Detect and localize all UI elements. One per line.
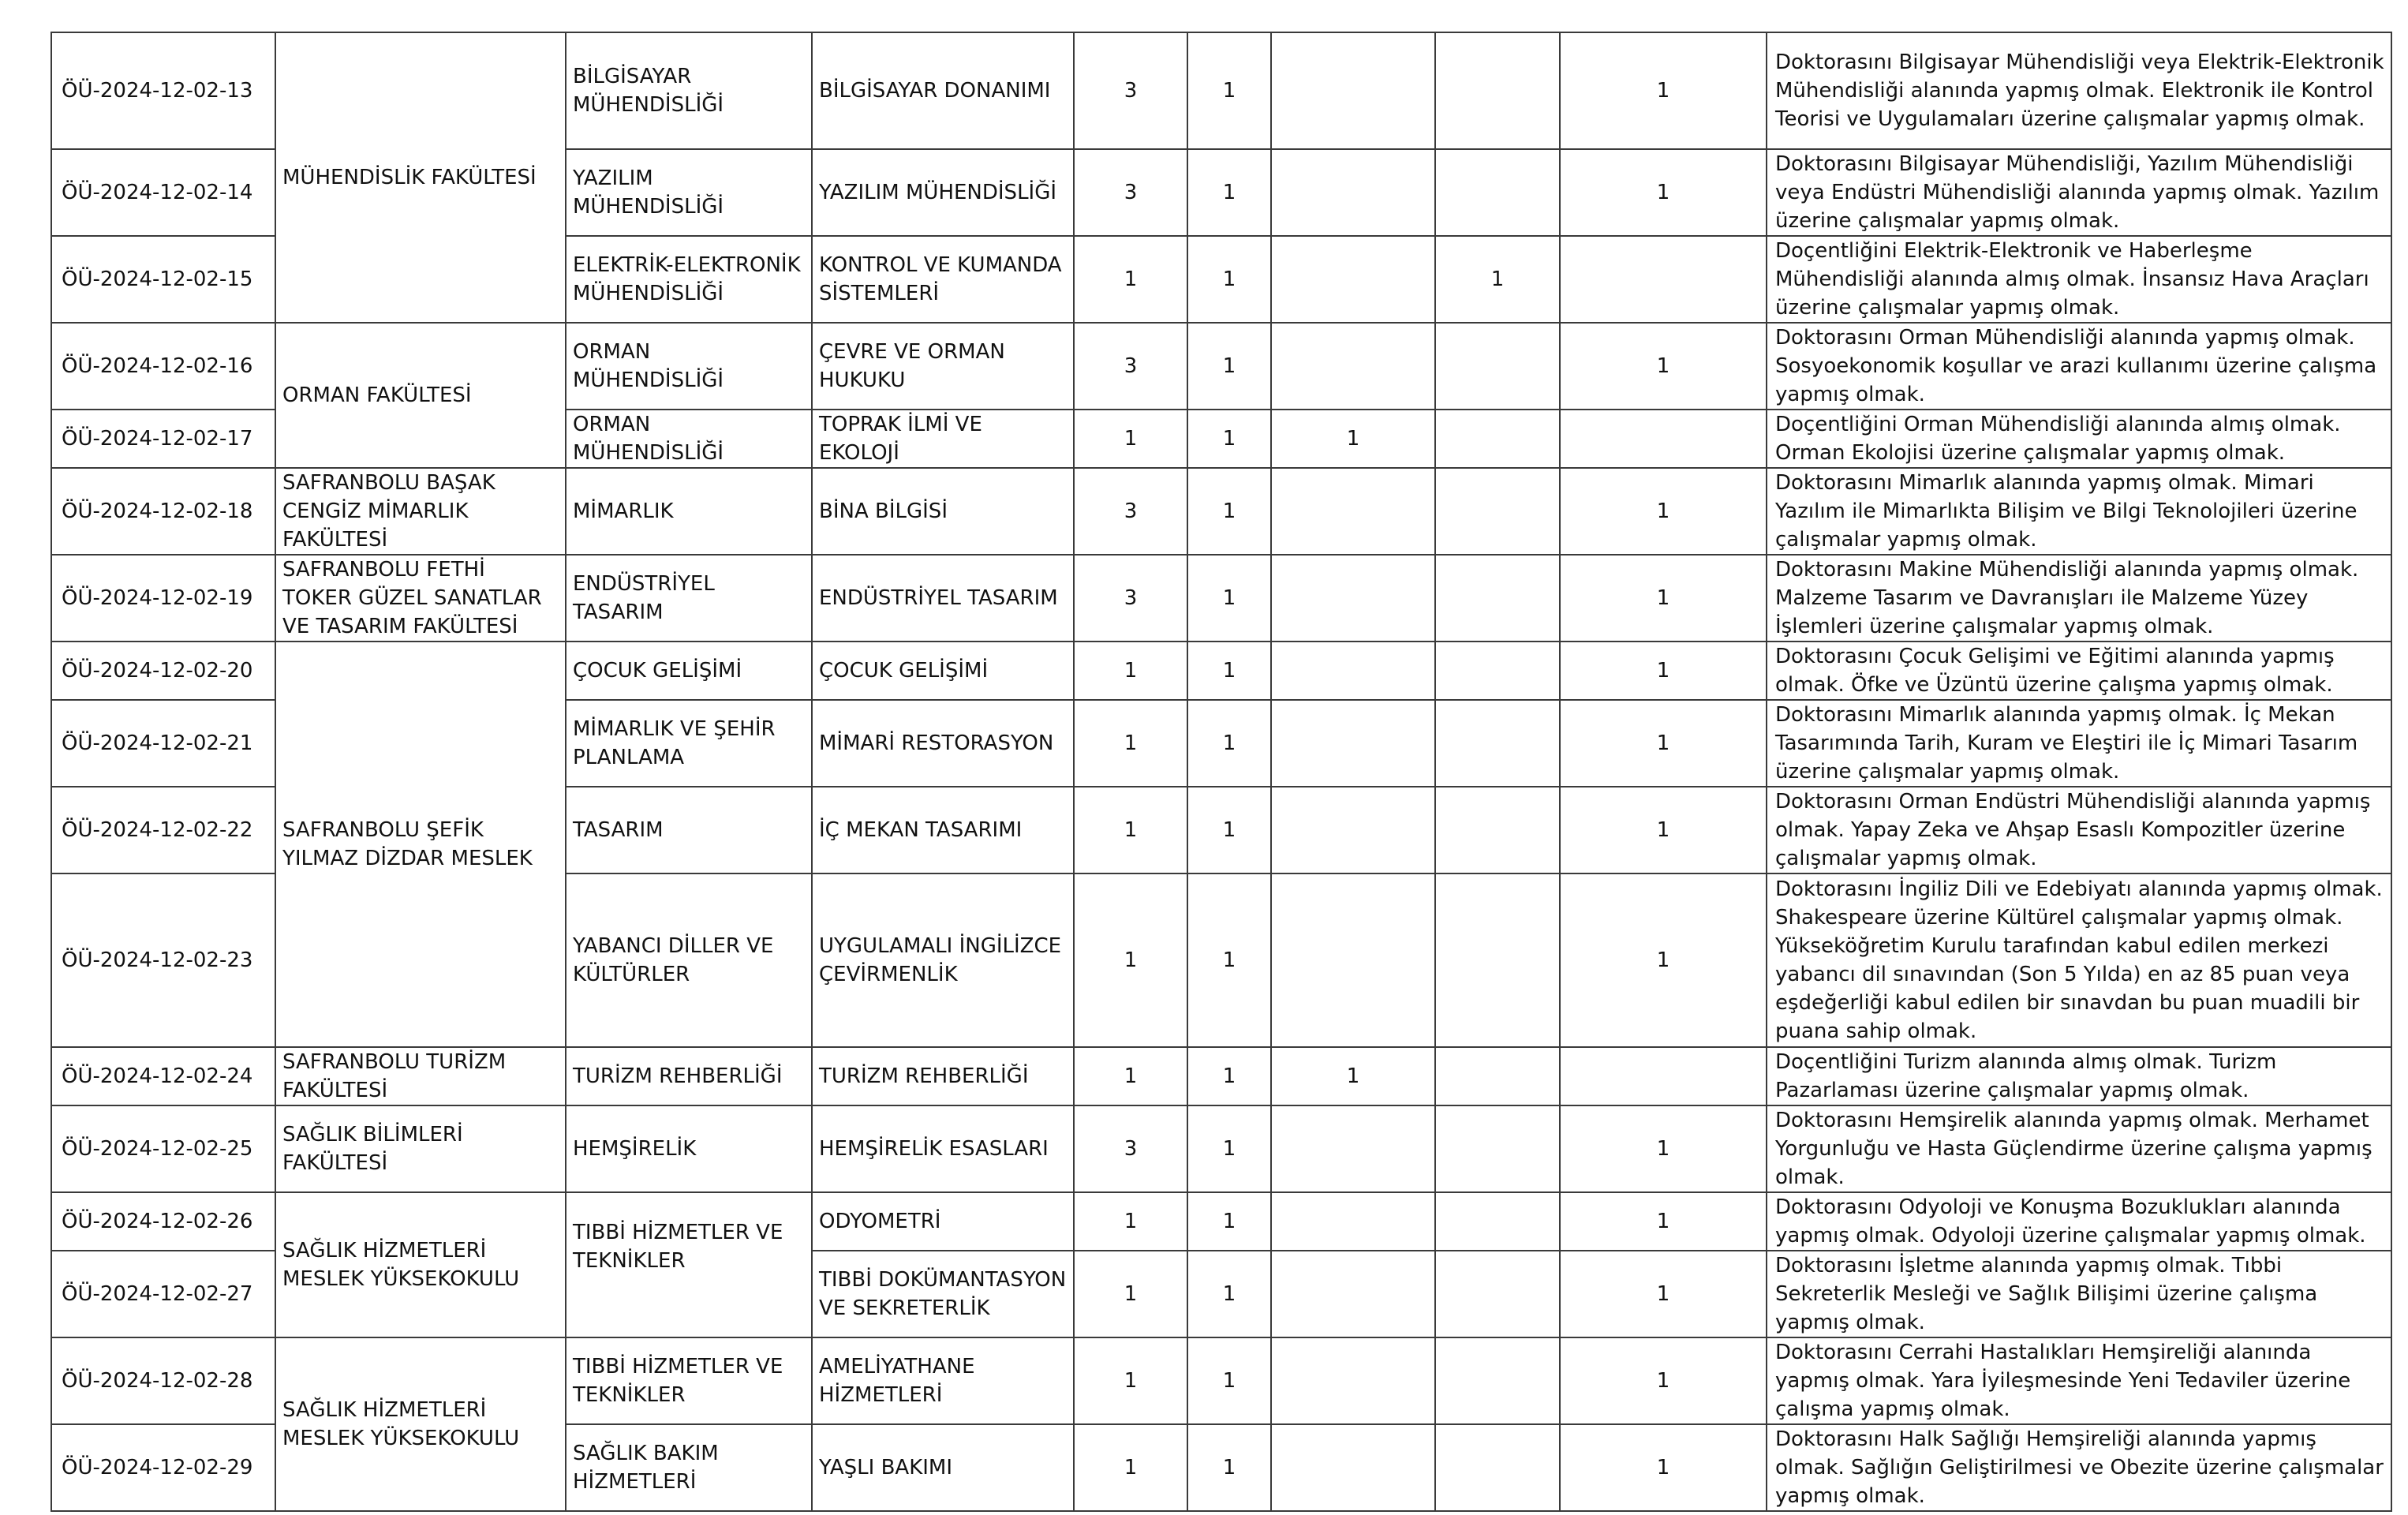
position-code: ÖÜ-2024-12-02-17 bbox=[51, 410, 275, 468]
count-cell bbox=[1271, 642, 1435, 700]
requirements-text: Doktorasını Orman Mühendisliği alanında yapmış olmak. Sosyoekonomik koşullar ve arazi kullanımı üzerine çalışma yapmış olmak. bbox=[1767, 323, 2391, 410]
field-name: AMELİYATHANE HİZMETLERİ bbox=[812, 1337, 1074, 1424]
count-cell: 1 bbox=[1074, 1251, 1187, 1337]
count-cell bbox=[1271, 149, 1435, 236]
count-cell bbox=[1271, 555, 1435, 642]
count-cell bbox=[1271, 32, 1435, 149]
position-code: ÖÜ-2024-12-02-15 bbox=[51, 236, 275, 323]
department-name: TASARIM bbox=[566, 787, 812, 873]
department-name: MİMARLIK VE ŞEHİR PLANLAMA bbox=[566, 700, 812, 787]
table-row bbox=[51, 1337, 2391, 1424]
position-code: ÖÜ-2024-12-02-13 bbox=[51, 32, 275, 149]
requirements-text: Doktorasını İşletme alanında yapmış olmak. Tıbbi Sekreterlik Mesleği ve Sağlık Bilişimi üzerine çalışma yapmış olmak. bbox=[1767, 1251, 2391, 1337]
count-cell: 3 bbox=[1074, 1105, 1187, 1192]
field-name: ÇEVRE VE ORMAN HUKUKU bbox=[812, 323, 1074, 410]
requirements-text: Doktorasını Bilgisayar Mühendisliği veya Elektrik-Elektronik Mühendisliği alanında yapmış olmak. Elektronik ile Kontrol Teorisi ve Uygulamaları üzerine çalışmalar yapmış olmak. bbox=[1767, 32, 2391, 149]
table-row bbox=[51, 1192, 2391, 1251]
count-cell: 1 bbox=[1187, 1337, 1271, 1424]
field-name: YAZILIM MÜHENDİSLİĞİ bbox=[812, 149, 1074, 236]
position-table bbox=[50, 32, 2392, 1512]
count-cell bbox=[1560, 1047, 1767, 1105]
position-code: ÖÜ-2024-12-02-26 bbox=[51, 1192, 275, 1251]
count-cell bbox=[1271, 1105, 1435, 1192]
count-cell bbox=[1435, 700, 1560, 787]
position-code: ÖÜ-2024-12-02-28 bbox=[51, 1337, 275, 1424]
count-cell: 1 bbox=[1074, 873, 1187, 1047]
requirements-text: Doktorasını Halk Sağlığı Hemşireliği alanında yapmış olmak. Sağlığın Geliştirilmesi ve Obezite üzerine çalışmalar yapmış olmak. bbox=[1767, 1424, 2391, 1511]
requirements-text: Doktorasını Orman Endüstri Mühendisliği alanında yapmış olmak. Yapay Zeka ve Ahşap Esaslı Kompozitler üzerine çalışmalar yapmış olmak. bbox=[1767, 787, 2391, 873]
count-cell: 1 bbox=[1560, 1251, 1767, 1337]
table-row bbox=[51, 642, 2391, 700]
department-name: TIBBİ HİZMETLER VE TEKNİKLER bbox=[566, 1192, 812, 1337]
count-cell bbox=[1435, 468, 1560, 555]
unit-name: ORMAN FAKÜLTESİ bbox=[275, 323, 566, 468]
department-name: ENDÜSTRİYEL TASARIM bbox=[566, 555, 812, 642]
department-name: ORMAN MÜHENDİSLİĞİ bbox=[566, 323, 812, 410]
department-name: MİMARLIK bbox=[566, 468, 812, 555]
count-cell bbox=[1560, 236, 1767, 323]
count-cell bbox=[1271, 1192, 1435, 1251]
field-name: BİNA BİLGİSİ bbox=[812, 468, 1074, 555]
count-cell: 1 bbox=[1560, 323, 1767, 410]
department-name: HEMŞİRELİK bbox=[566, 1105, 812, 1192]
count-cell: 1 bbox=[1187, 700, 1271, 787]
count-cell bbox=[1435, 1192, 1560, 1251]
position-code: ÖÜ-2024-12-02-29 bbox=[51, 1424, 275, 1511]
count-cell: 1 bbox=[1187, 873, 1271, 1047]
count-cell bbox=[1435, 1105, 1560, 1192]
department-name: YABANCI DİLLER VE KÜLTÜRLER bbox=[566, 873, 812, 1047]
count-cell: 1 bbox=[1074, 1192, 1187, 1251]
unit-name: SAĞLIK HİZMETLERİ MESLEK YÜKSEKOKULU bbox=[275, 1192, 566, 1337]
count-cell: 1 bbox=[1187, 555, 1271, 642]
position-code: ÖÜ-2024-12-02-20 bbox=[51, 642, 275, 700]
count-cell: 1 bbox=[1187, 1192, 1271, 1251]
count-cell: 1 bbox=[1560, 700, 1767, 787]
table-row bbox=[51, 555, 2391, 642]
count-cell: 1 bbox=[1560, 149, 1767, 236]
count-cell: 1 bbox=[1560, 787, 1767, 873]
count-cell bbox=[1435, 642, 1560, 700]
count-cell bbox=[1435, 1251, 1560, 1337]
table-row bbox=[51, 32, 2391, 149]
table-row bbox=[51, 1105, 2391, 1192]
unit-name: SAFRANBOLU ŞEFİK YILMAZ DİZDAR MESLEK bbox=[275, 642, 566, 1047]
field-name: ENDÜSTRİYEL TASARIM bbox=[812, 555, 1074, 642]
department-name: SAĞLIK BAKIM HİZMETLERİ bbox=[566, 1424, 812, 1511]
count-cell: 1 bbox=[1560, 1424, 1767, 1511]
requirements-text: Doçentliğini Elektrik-Elektronik ve Haberleşme Mühendisliği alanında almış olmak. İnsansız Hava Araçları üzerine çalışmalar yapmış olmak. bbox=[1767, 236, 2391, 323]
count-cell: 1 bbox=[1187, 1424, 1271, 1511]
unit-name: SAFRANBOLU TURİZM FAKÜLTESİ bbox=[275, 1047, 566, 1105]
count-cell: 1 bbox=[1271, 410, 1435, 468]
count-cell bbox=[1271, 1337, 1435, 1424]
count-cell: 1 bbox=[1435, 236, 1560, 323]
count-cell: 1 bbox=[1271, 1047, 1435, 1105]
count-cell: 1 bbox=[1074, 236, 1187, 323]
count-cell: 1 bbox=[1560, 468, 1767, 555]
unit-name: SAĞLIK HİZMETLERİ MESLEK YÜKSEKOKULU bbox=[275, 1337, 566, 1511]
count-cell bbox=[1435, 1047, 1560, 1105]
count-cell: 1 bbox=[1187, 149, 1271, 236]
field-name: TIBBİ DOKÜMANTASYON VE SEKRETERLİK bbox=[812, 1251, 1074, 1337]
count-cell: 1 bbox=[1560, 1192, 1767, 1251]
count-cell bbox=[1271, 323, 1435, 410]
position-code: ÖÜ-2024-12-02-23 bbox=[51, 873, 275, 1047]
table-row bbox=[51, 1047, 2391, 1105]
requirements-text: Doktorasını Çocuk Gelişimi ve Eğitimi alanında yapmış olmak. Öfke ve Üzüntü üzerine çalışma yapmış olmak. bbox=[1767, 642, 2391, 700]
count-cell bbox=[1435, 873, 1560, 1047]
department-name: TIBBİ HİZMETLER VE TEKNİKLER bbox=[566, 1337, 812, 1424]
unit-name: SAĞLIK BİLİMLERİ FAKÜLTESİ bbox=[275, 1105, 566, 1192]
count-cell: 1 bbox=[1187, 468, 1271, 555]
count-cell bbox=[1271, 1424, 1435, 1511]
count-cell: 1 bbox=[1074, 410, 1187, 468]
count-cell: 1 bbox=[1560, 873, 1767, 1047]
count-cell: 1 bbox=[1187, 323, 1271, 410]
count-cell: 1 bbox=[1560, 642, 1767, 700]
unit-name: SAFRANBOLU BAŞAK CENGİZ MİMARLIK FAKÜLTESİ bbox=[275, 468, 566, 555]
count-cell: 1 bbox=[1074, 700, 1187, 787]
requirements-text: Doçentliğini Orman Mühendisliği alanında almış olmak. Orman Ekolojisi üzerine çalışmalar yapmış olmak. bbox=[1767, 410, 2391, 468]
requirements-text: Doktorasını İngiliz Dili ve Edebiyatı alanında yapmış olmak. Shakespeare üzerine Kültürel çalışmalar yapmış olmak. Yükseköğretim Kurulu tarafından kabul edilen merkezi yabancı dil sınavından (Son 5 Yılda) en az 85 puan veya eşdeğerliği kabul edilen bir sınavdan bu puan muadili bir puana sahip olmak. bbox=[1767, 873, 2391, 1047]
position-code: ÖÜ-2024-12-02-21 bbox=[51, 700, 275, 787]
count-cell: 1 bbox=[1187, 410, 1271, 468]
count-cell bbox=[1435, 32, 1560, 149]
count-cell bbox=[1271, 700, 1435, 787]
field-name: BİLGİSAYAR DONANIMI bbox=[812, 32, 1074, 149]
count-cell: 1 bbox=[1187, 1251, 1271, 1337]
count-cell bbox=[1435, 555, 1560, 642]
department-name: TURİZM REHBERLİĞİ bbox=[566, 1047, 812, 1105]
count-cell: 3 bbox=[1074, 555, 1187, 642]
requirements-text: Doktorasını Mimarlık alanında yapmış olmak. İç Mekan Tasarımında Tarih, Kuram ve Eleştiri ile İç Mimari Tasarım üzerine çalışmalar yapmış olmak. bbox=[1767, 700, 2391, 787]
count-cell bbox=[1271, 787, 1435, 873]
count-cell bbox=[1435, 410, 1560, 468]
count-cell: 3 bbox=[1074, 323, 1187, 410]
count-cell bbox=[1435, 149, 1560, 236]
count-cell bbox=[1271, 1251, 1435, 1337]
count-cell: 1 bbox=[1187, 1047, 1271, 1105]
count-cell: 1 bbox=[1560, 32, 1767, 149]
field-name: HEMŞİRELİK ESASLARI bbox=[812, 1105, 1074, 1192]
field-name: UYGULAMALI İNGİLİZCE ÇEVİRMENLİK bbox=[812, 873, 1074, 1047]
count-cell bbox=[1435, 323, 1560, 410]
requirements-text: Doktorasını Makine Mühendisliği alanında yapmış olmak. Malzeme Tasarım ve Davranışları ile Malzeme Yüzey İşlemleri üzerine çalışmalar yapmış olmak. bbox=[1767, 555, 2391, 642]
position-code: ÖÜ-2024-12-02-16 bbox=[51, 323, 275, 410]
position-code: ÖÜ-2024-12-02-18 bbox=[51, 468, 275, 555]
count-cell bbox=[1560, 410, 1767, 468]
count-cell: 1 bbox=[1187, 32, 1271, 149]
field-name: YAŞLI BAKIMI bbox=[812, 1424, 1074, 1511]
count-cell: 1 bbox=[1074, 642, 1187, 700]
position-code: ÖÜ-2024-12-02-19 bbox=[51, 555, 275, 642]
count-cell bbox=[1435, 1424, 1560, 1511]
position-code: ÖÜ-2024-12-02-14 bbox=[51, 149, 275, 236]
count-cell bbox=[1435, 787, 1560, 873]
department-name: ÇOCUK GELİŞİMİ bbox=[566, 642, 812, 700]
field-name: MİMARİ RESTORASYON bbox=[812, 700, 1074, 787]
count-cell: 1 bbox=[1187, 236, 1271, 323]
count-cell: 3 bbox=[1074, 468, 1187, 555]
count-cell: 1 bbox=[1560, 1337, 1767, 1424]
count-cell: 3 bbox=[1074, 32, 1187, 149]
department-name: ORMAN MÜHENDİSLİĞİ bbox=[566, 410, 812, 468]
count-cell: 1 bbox=[1187, 787, 1271, 873]
requirements-text: Doktorasını Odyoloji ve Konuşma Bozuklukları alanında yapmış olmak. Odyoloji üzerine çalışmalar yapmış olmak. bbox=[1767, 1192, 2391, 1251]
requirements-text: Doktorasını Hemşirelik alanında yapmış olmak. Merhamet Yorgunluğu ve Hasta Güçlendirme üzerine çalışma yapmış olmak. bbox=[1767, 1105, 2391, 1192]
count-cell bbox=[1435, 1337, 1560, 1424]
table-row bbox=[51, 323, 2391, 410]
requirements-text: Doktorasını Bilgisayar Mühendisliği, Yazılım Mühendisliği veya Endüstri Mühendisliği alanında yapmış olmak. Yazılım üzerine çalışmalar yapmış olmak. bbox=[1767, 149, 2391, 236]
count-cell: 1 bbox=[1187, 642, 1271, 700]
unit-name: SAFRANBOLU FETHİ TOKER GÜZEL SANATLAR VE TASARIM FAKÜLTESİ bbox=[275, 555, 566, 642]
requirements-text: Doktorasını Cerrahi Hastalıkları Hemşireliği alanında yapmış olmak. Yara İyileşmesinde Yeni Tedaviler üzerine çalışma yapmış olmak. bbox=[1767, 1337, 2391, 1424]
table-row bbox=[51, 468, 2391, 555]
count-cell: 1 bbox=[1074, 1337, 1187, 1424]
field-name: ODYOMETRİ bbox=[812, 1192, 1074, 1251]
count-cell: 1 bbox=[1074, 787, 1187, 873]
count-cell: 1 bbox=[1074, 1424, 1187, 1511]
field-name: KONTROL VE KUMANDA SİSTEMLERİ bbox=[812, 236, 1074, 323]
field-name: TOPRAK İLMİ VE EKOLOJİ bbox=[812, 410, 1074, 468]
field-name: TURİZM REHBERLİĞİ bbox=[812, 1047, 1074, 1105]
count-cell: 1 bbox=[1560, 555, 1767, 642]
department-name: ELEKTRİK-ELEKTRONİK MÜHENDİSLİĞİ bbox=[566, 236, 812, 323]
unit-name: MÜHENDİSLİK FAKÜLTESİ bbox=[275, 32, 566, 323]
position-code: ÖÜ-2024-12-02-24 bbox=[51, 1047, 275, 1105]
count-cell: 1 bbox=[1560, 1105, 1767, 1192]
count-cell bbox=[1271, 873, 1435, 1047]
department-name: BİLGİSAYAR MÜHENDİSLİĞİ bbox=[566, 32, 812, 149]
count-cell: 3 bbox=[1074, 149, 1187, 236]
position-code: ÖÜ-2024-12-02-22 bbox=[51, 787, 275, 873]
position-code: ÖÜ-2024-12-02-25 bbox=[51, 1105, 275, 1192]
position-code: ÖÜ-2024-12-02-27 bbox=[51, 1251, 275, 1337]
department-name: YAZILIM MÜHENDİSLİĞİ bbox=[566, 149, 812, 236]
requirements-text: Doçentliğini Turizm alanında almış olmak. Turizm Pazarlaması üzerine çalışmalar yapmış olmak. bbox=[1767, 1047, 2391, 1105]
requirements-text: Doktorasını Mimarlık alanında yapmış olmak. Mimari Yazılım ile Mimarlıkta Bilişim ve Bilgi Teknolojileri üzerine çalışmalar yapmış olmak. bbox=[1767, 468, 2391, 555]
count-cell bbox=[1271, 236, 1435, 323]
field-name: İÇ MEKAN TASARIMI bbox=[812, 787, 1074, 873]
count-cell bbox=[1271, 468, 1435, 555]
count-cell: 1 bbox=[1074, 1047, 1187, 1105]
field-name: ÇOCUK GELİŞİMİ bbox=[812, 642, 1074, 700]
count-cell: 1 bbox=[1187, 1105, 1271, 1192]
